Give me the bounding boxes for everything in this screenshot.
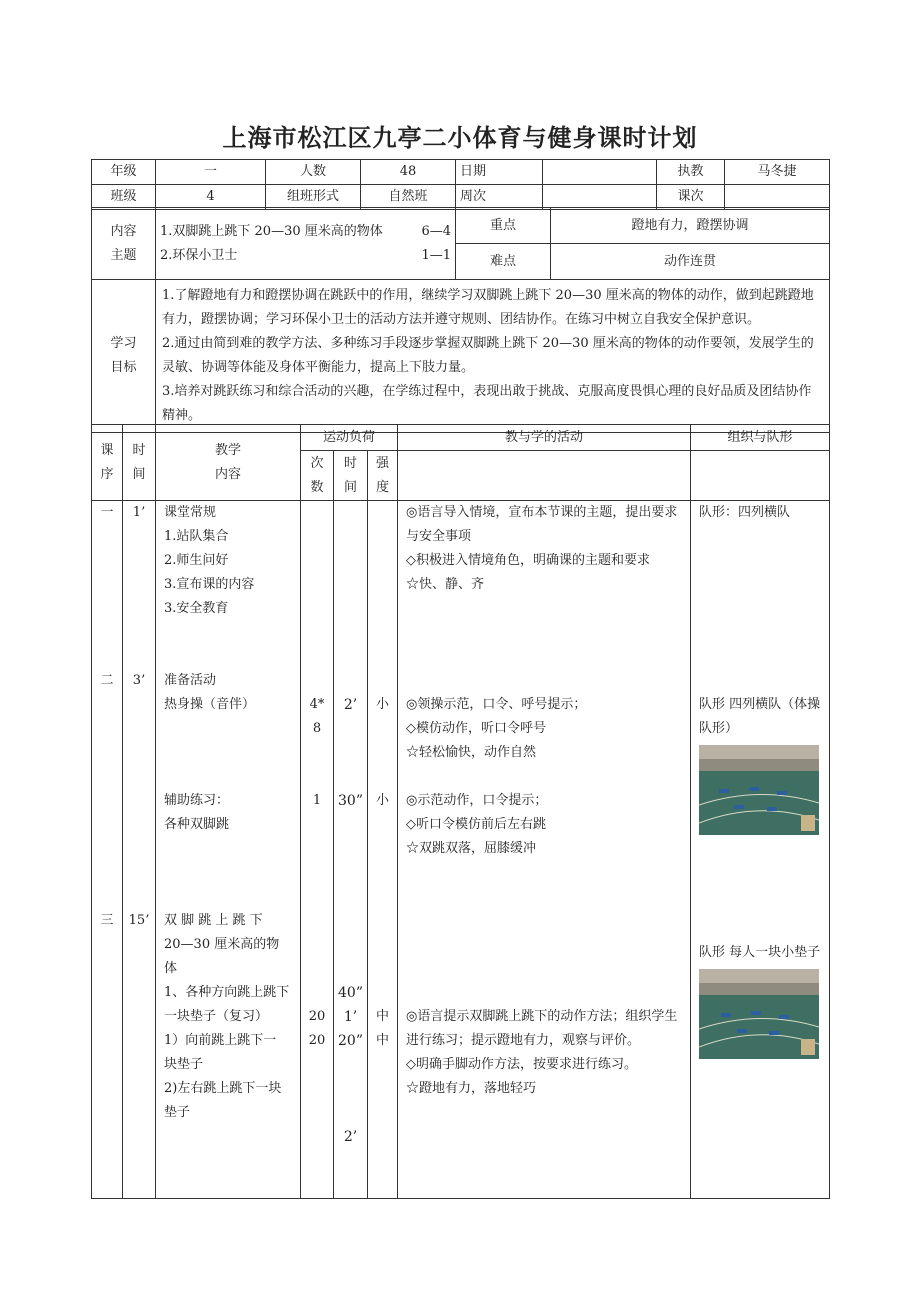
content-label: 内容 主题 xyxy=(92,208,156,280)
s1-content: 3.安全教育 xyxy=(164,601,229,616)
activity-cell xyxy=(398,501,691,1199)
s2-times-2: 1 xyxy=(312,793,322,808)
col-org: 组织与队形 xyxy=(691,425,830,451)
s1-activity: ◎语言导入情境，宣布本节课的主题，提出要求与安全事项 xyxy=(406,505,678,544)
week-value xyxy=(543,185,657,210)
goal-2: 2.通过由简到难的教学方法、多种练习手段逐步掌握双脚跳上跳下 20—30 厘米高的物体的动作要领，发展学生的灵敏、协调等体能及身体平衡能力，提高上下肢力量。 xyxy=(162,336,814,375)
grade-value: 一 xyxy=(156,160,266,185)
s1-activity: ◇积极进入情境角色，明确课的主题和要求 xyxy=(406,553,651,568)
content-table xyxy=(91,207,830,280)
s3-activity: ☆蹬地有力，落地轻巧 xyxy=(406,1081,537,1096)
times-cell xyxy=(301,501,334,1199)
goal-1: 1.了解蹬地有力和蹬摆协调在跳跃中的作用，继续学习双脚跳上跳下 20—30 厘米高的物体的动作，做到起跳蹬地有力，蹬摆协调；学习环保小卫士的活动方法并遵守规则、团结协作。在练习中树立自我安全保护意识。 xyxy=(162,288,814,327)
duration-cell xyxy=(334,501,368,1199)
col-activity-blank xyxy=(398,451,691,501)
col-content: 教学 内容 xyxy=(156,425,301,501)
section-1-seq: 一 xyxy=(100,505,114,520)
focus-label: 重点 xyxy=(456,208,551,244)
s2-content: 辅助练习： xyxy=(164,793,230,808)
form-value: 自然班 xyxy=(361,185,456,210)
difficulty-label: 难点 xyxy=(456,244,551,280)
s1-content: 2.师生问好 xyxy=(164,553,229,568)
s2-content: 准备活动 xyxy=(164,673,217,688)
goals-label: 学习 目标 xyxy=(92,280,156,433)
col-activity: 教与学的活动 xyxy=(398,425,691,451)
s2-times-1a: 4* xyxy=(309,697,325,712)
seq-cell xyxy=(92,501,123,1199)
content-cell xyxy=(156,501,301,1199)
section-3-time: 15’ xyxy=(128,913,150,928)
s3-content: 1）向前跳上跳下一 xyxy=(164,1033,277,1048)
content-item-1-code: 6—4 xyxy=(421,223,451,239)
header-table xyxy=(91,159,830,210)
formation-photo-2 xyxy=(699,969,819,1059)
goals-text xyxy=(156,280,830,433)
class-label: 班级 xyxy=(92,185,156,210)
s2-activity: ◇听口令模仿前后左右跳 xyxy=(406,817,547,832)
content-item-1: 1.双脚跳上跳下 20—30 厘米高的物体 xyxy=(160,223,383,239)
class-value: 4 xyxy=(156,185,266,210)
section-2-seq: 二 xyxy=(100,673,114,688)
s3-activity: ◎语言提示双脚跳上跳下的动作方法；组织学生进行练习；提示蹬地有力，观察与评价。 xyxy=(406,1009,678,1048)
content-item-2-code: 1—1 xyxy=(421,247,451,263)
intensity-cell xyxy=(368,501,398,1199)
s3-duration: 20” xyxy=(338,1033,363,1049)
s2-intensity-1: 小 xyxy=(376,697,390,712)
page-title: 上海市松江区九亭二小体育与健身课时计划 xyxy=(222,124,698,152)
col-times: 次 数 xyxy=(301,451,334,501)
s2-org: 队形 四列横队（体操队形） xyxy=(699,697,821,736)
s3-org: 队形 每人一块小垫子 xyxy=(699,945,821,960)
section-1-time: 1’ xyxy=(132,505,146,520)
date-label: 日期 xyxy=(456,160,543,185)
col-org-blank xyxy=(691,451,830,501)
s3-content: 块垫子 xyxy=(164,1057,204,1072)
s2-activity: ◇模仿动作，听口令呼号 xyxy=(406,721,547,736)
s2-content: 热身操（音伴） xyxy=(164,697,256,712)
section-3-seq: 三 xyxy=(100,913,114,928)
s3-times-2: 20 xyxy=(308,1033,326,1048)
s3-content: 垫子 xyxy=(164,1105,191,1120)
org-cell xyxy=(691,501,830,1199)
col-time: 时 间 xyxy=(123,425,156,501)
s3-intensity-2: 中 xyxy=(376,1033,390,1048)
formation-photo-1 xyxy=(699,745,819,835)
col-duration: 时 间 xyxy=(334,451,368,501)
col-intensity: 强 度 xyxy=(368,451,398,501)
col-seq: 课 序 xyxy=(92,425,123,501)
s3-intensity-1: 中 xyxy=(376,1009,390,1024)
s2-intensity-2: 小 xyxy=(376,793,390,808)
s2-activity: ◎领操示范，口令、呼号提示； xyxy=(406,697,587,712)
s3-duration-last: 2’ xyxy=(343,1129,358,1145)
s1-content: 3.宣布课的内容 xyxy=(164,577,255,592)
s2-activity: ◎示范动作，口令提示； xyxy=(406,793,548,808)
s2-duration-2: 30” xyxy=(338,793,363,809)
content-item-2: 2.环保小卫士 xyxy=(160,247,238,263)
col-load: 运动负荷 xyxy=(301,425,398,451)
s3-duration: 1’ xyxy=(343,1009,358,1025)
s3-content: 2)左右跳上跳下一块 xyxy=(164,1081,282,1096)
s2-duration-1: 2’ xyxy=(343,697,358,713)
lesson-value xyxy=(725,185,830,210)
goals-table xyxy=(91,279,830,433)
s2-activity: ☆双跳双落，屈膝缓冲 xyxy=(406,841,537,856)
goal-3: 3.培养对跳跃练习和综合活动的兴趣，在学练过程中，表现出敢于挑战、克服高度畏惧心理的良好品质及团结协作精神。 xyxy=(162,384,812,423)
teacher-value: 马冬捷 xyxy=(725,160,830,185)
s3-content: 体 xyxy=(164,961,178,976)
s1-org: 队形：四列横队 xyxy=(699,505,791,520)
difficulty-value: 动作连贯 xyxy=(551,244,830,280)
week-label: 周次 xyxy=(456,185,543,210)
teacher-label: 执教 xyxy=(657,160,725,185)
s3-times-1: 20 xyxy=(308,1009,326,1024)
s3-content: 一块垫子（复习） xyxy=(164,1009,269,1024)
content-items xyxy=(156,208,456,280)
time-cell xyxy=(123,501,156,1199)
s1-content: 课堂常规 xyxy=(164,505,217,520)
form-label: 组班形式 xyxy=(266,185,361,210)
s1-content: 1.站队集合 xyxy=(164,529,229,544)
count-label: 人数 xyxy=(266,160,361,185)
s3-content: 20—30 厘米高的物 xyxy=(164,937,280,952)
date-value xyxy=(543,160,657,185)
s1-activity: ☆快、静、齐 xyxy=(406,577,485,592)
lesson-table xyxy=(91,424,830,1199)
focus-value: 蹬地有力，蹬摆协调 xyxy=(551,208,830,244)
s3-duration: 40” xyxy=(338,985,363,1001)
s3-activity: ◇明确手脚动作方法，按要求进行练习。 xyxy=(406,1057,638,1072)
s2-times-1b: 8 xyxy=(312,721,322,736)
s2-content: 各种双脚跳 xyxy=(164,817,230,832)
s3-content: 1、各种方向跳上跳下 xyxy=(164,985,290,1000)
lesson-label: 课次 xyxy=(657,185,725,210)
s2-activity: ☆轻松愉快，动作自然 xyxy=(406,745,537,760)
count-value: 48 xyxy=(361,160,456,185)
s3-content: 双 脚 跳 上 跳 下 xyxy=(164,913,263,928)
grade-label: 年级 xyxy=(92,160,156,185)
section-2-time: 3’ xyxy=(132,673,146,688)
